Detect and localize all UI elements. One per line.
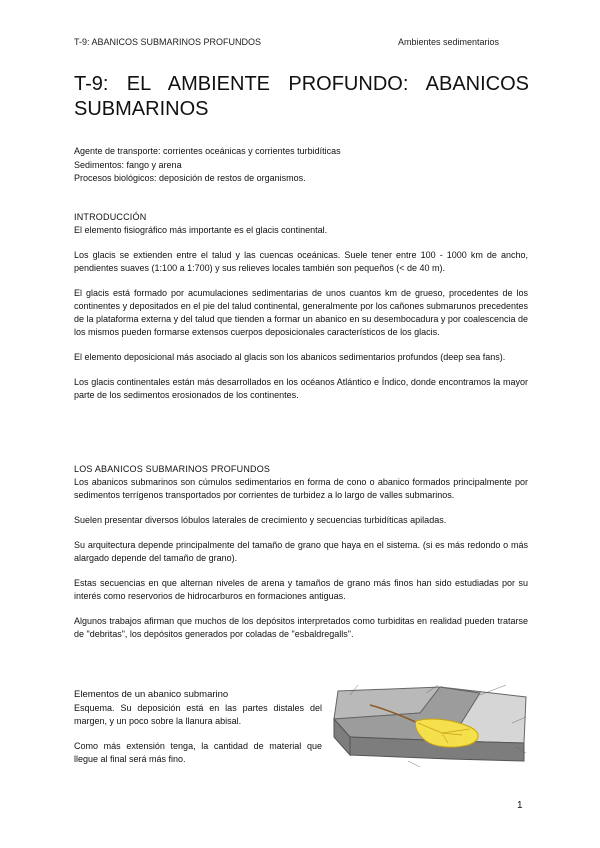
page-title-line-2: SUBMARINOS xyxy=(74,98,209,120)
section-heading: INTRODUCCIÓN xyxy=(74,212,147,222)
section-introduccion xyxy=(74,211,528,402)
running-header-subject: Ambientes sedimentarios xyxy=(398,37,500,47)
submarine-fan-diagram xyxy=(330,683,530,769)
paragraph: Esquema. Su deposición está en las partes distales del margen, y un poco sobre la llanura abisal. xyxy=(74,703,322,726)
subsection-heading: Elementos de un abanico submarino xyxy=(74,689,229,700)
summary-block xyxy=(74,145,341,186)
summary-biological: Procesos biológicos: deposición de restos de organismos. xyxy=(74,173,306,183)
paragraph: Los abanicos submarinos son cúmulos sedimentarios en forma de cono o abanico formados principalmente por sedimentos terrígenos transportados por corrientes de turbidez a lo largo de valles submarinos. xyxy=(74,477,528,500)
paragraph: Los glacis se extienden entre el talud y las cuencas oceánicas. Suele tener entre 100 - 1000 km de ancho, pendientes suaves (1:100 a 1:700) y sus relieves locales también son pequeños (< de 40 m). xyxy=(74,250,528,273)
section-elementos xyxy=(74,688,322,766)
page-number: 1 xyxy=(517,800,523,811)
summary-transport: Agente de transporte: corrientes oceánicas y corrientes turbidíticas xyxy=(74,146,341,156)
section-abanicos-profundos xyxy=(74,463,528,641)
paragraph: El glacis está formado por acumulaciones sedimentarias de unos cuantos km de grueso, procedentes de los continentes y depositados en el pie del talud continental, generalmente por los cañones submarunos precedentes de la plataforma externa y del talud que tienden a formar un abanico en su desembocadura y por coalescencia de los mismos pueden formarse extensos cuerpos deposicionales característicos de los glacis. xyxy=(74,288,528,337)
page-title-line-1: T-9: EL AMBIENTE PROFUNDO: ABANICOS xyxy=(74,73,529,95)
paragraph: El elemento deposicional más asociado al glacis son los abanicos sedimentarios profundos (deep sea fans). xyxy=(74,352,506,362)
paragraph: Algunos trabajos afirman que muchos de los depósitos interpretados como turbiditas en realidad pueden tratarse de "debritas", los depósitos generados por coladas de "esbaldregalls". xyxy=(74,616,528,639)
summary-sediments: Sedimentos: fango y arena xyxy=(74,159,182,170)
paragraph: Su arquitectura depende principalmente del tamaño de grano que haya en el sistema. (si es más redondo o más alargado depende del tamaño de grano). xyxy=(74,540,528,563)
paragraph: Los glacis continentales están más desarrollados en los océanos Atlántico e Índico, donde encontramos la mayor parte de los sedimentos erosionados de los continentes. xyxy=(74,377,528,400)
page-title xyxy=(74,72,529,122)
paragraph: Estas secuencias en que alternan niveles de arena y tamaños de grano más finos han sido estudiadas por su interés como reservorios de hidrocarburos en formaciones antiguas. xyxy=(74,578,528,601)
section-heading: LOS ABANICOS SUBMARINOS PROFUNDOS xyxy=(74,464,271,474)
paragraph: El elemento fisiográfico más importante es el glacis continental. xyxy=(74,225,328,235)
running-header-title: T-9: ABANICOS SUBMARINOS PROFUNDOS xyxy=(74,37,262,47)
paragraph: Suelen presentar diversos lóbulos laterales de crecimiento y secuencias turbidíticas apiladas. xyxy=(74,515,447,525)
paragraph: Como más extensión tenga, la cantidad de material que llegue al final será más fino. xyxy=(74,741,322,764)
